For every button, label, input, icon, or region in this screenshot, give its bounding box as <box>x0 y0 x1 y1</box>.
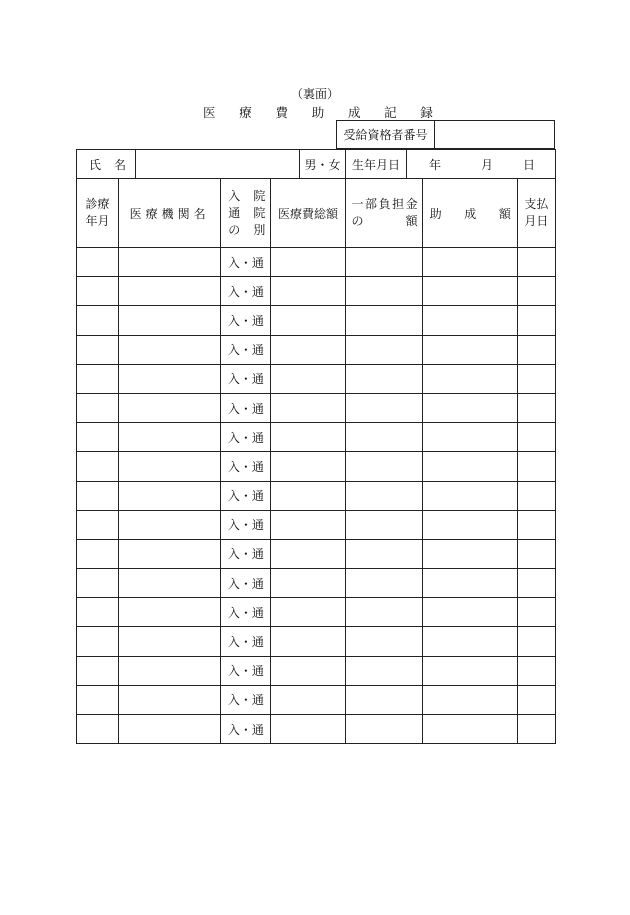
payment-date-cell[interactable] <box>517 715 555 744</box>
payment-date-cell[interactable] <box>517 248 555 277</box>
table-row <box>77 656 556 685</box>
treatment-date-cell[interactable] <box>77 248 119 277</box>
treatment-date-cell[interactable] <box>77 598 119 627</box>
inpatient-outpatient-cell[interactable]: 入・通 <box>221 452 271 481</box>
copayment-cell[interactable] <box>345 715 422 744</box>
header-payment-date: 支払 月日 <box>517 179 555 248</box>
treatment-date-cell[interactable] <box>77 656 119 685</box>
institution-cell[interactable] <box>119 364 221 393</box>
copayment-cell[interactable] <box>345 423 422 452</box>
institution-cell[interactable] <box>119 248 221 277</box>
total-cost-cell[interactable] <box>271 277 345 306</box>
payment-date-cell[interactable] <box>517 627 555 656</box>
total-cost-cell[interactable] <box>271 393 345 422</box>
table-row <box>77 685 556 714</box>
table-row <box>77 510 556 539</box>
table-row <box>77 364 556 393</box>
institution-cell[interactable] <box>119 423 221 452</box>
total-cost-cell[interactable] <box>271 715 345 744</box>
institution-cell[interactable] <box>119 335 221 364</box>
inpatient-outpatient-cell[interactable]: 入・通 <box>221 423 271 452</box>
institution-cell[interactable] <box>119 715 221 744</box>
treatment-date-cell[interactable] <box>77 335 119 364</box>
institution-cell[interactable] <box>119 277 221 306</box>
header-medical-institution: 医療機関名 <box>119 179 221 248</box>
table-row <box>77 277 556 306</box>
certificate-number-label: 受給資格者番号 <box>337 121 435 149</box>
grant-amount-cell[interactable] <box>422 306 517 335</box>
grant-amount-cell[interactable] <box>422 248 517 277</box>
copayment-cell[interactable] <box>345 452 422 481</box>
copayment-cell[interactable] <box>345 364 422 393</box>
table-row <box>77 423 556 452</box>
grant-amount-cell[interactable] <box>422 598 517 627</box>
payment-date-cell[interactable] <box>517 685 555 714</box>
birth-date-label: 生年月日 <box>346 150 407 179</box>
total-cost-cell[interactable] <box>271 685 345 714</box>
inpatient-outpatient-cell[interactable]: 入・通 <box>221 248 271 277</box>
treatment-date-cell[interactable] <box>77 569 119 598</box>
grant-amount-cell[interactable] <box>422 452 517 481</box>
birth-date-field[interactable] <box>407 150 556 179</box>
year-unit: 年 <box>429 157 442 172</box>
copayment-cell[interactable] <box>345 510 422 539</box>
payment-date-cell[interactable] <box>517 364 555 393</box>
total-cost-cell[interactable] <box>271 510 345 539</box>
header-inpatient-outpatient: 入 院 通 院 の 別 <box>221 179 271 248</box>
inpatient-outpatient-cell[interactable]: 入・通 <box>221 481 271 510</box>
page-title <box>203 103 433 121</box>
copayment-cell[interactable] <box>345 685 422 714</box>
total-cost-cell[interactable] <box>271 569 345 598</box>
personal-info-table <box>76 149 556 179</box>
treatment-date-cell[interactable] <box>77 364 119 393</box>
copayment-cell[interactable] <box>345 598 422 627</box>
inpatient-outpatient-cell[interactable]: 入・通 <box>221 656 271 685</box>
table-row <box>77 539 556 568</box>
month-unit: 月 <box>480 157 493 172</box>
institution-cell[interactable] <box>119 627 221 656</box>
title-char: 療 <box>239 105 252 120</box>
table-row <box>77 306 556 335</box>
copayment-cell[interactable] <box>345 539 422 568</box>
institution-cell[interactable] <box>119 598 221 627</box>
copayment-cell[interactable] <box>345 335 422 364</box>
inpatient-outpatient-cell[interactable]: 入・通 <box>221 627 271 656</box>
certificate-number-table <box>336 120 555 149</box>
title-char: 医 <box>203 105 216 120</box>
treatment-date-cell[interactable] <box>77 715 119 744</box>
total-cost-cell[interactable] <box>271 335 345 364</box>
table-row <box>77 393 556 422</box>
name-label: 氏 名 <box>77 150 136 179</box>
total-cost-cell[interactable] <box>271 248 345 277</box>
inpatient-outpatient-cell[interactable]: 入・通 <box>221 335 271 364</box>
table-row <box>77 335 556 364</box>
inpatient-outpatient-cell[interactable]: 入・通 <box>221 569 271 598</box>
treatment-date-cell[interactable] <box>77 539 119 568</box>
treatment-date-cell[interactable] <box>77 423 119 452</box>
payment-date-cell[interactable] <box>517 598 555 627</box>
institution-cell[interactable] <box>119 569 221 598</box>
table-row <box>77 248 556 277</box>
payment-date-cell[interactable] <box>517 277 555 306</box>
payment-date-cell[interactable] <box>517 481 555 510</box>
page-subtitle: （裏面） <box>290 87 339 101</box>
inpatient-outpatient-cell[interactable]: 入・通 <box>221 306 271 335</box>
grant-amount-cell[interactable] <box>422 277 517 306</box>
table-row <box>77 627 556 656</box>
total-cost-cell[interactable] <box>271 452 345 481</box>
grant-amount-cell[interactable] <box>422 335 517 364</box>
grant-amount-cell[interactable] <box>422 627 517 656</box>
inpatient-outpatient-cell[interactable]: 入・通 <box>221 277 271 306</box>
inpatient-outpatient-cell[interactable]: 入・通 <box>221 598 271 627</box>
title-char: 記 <box>384 105 397 120</box>
grant-amount-cell[interactable] <box>422 685 517 714</box>
payment-date-cell[interactable] <box>517 656 555 685</box>
treatment-date-cell[interactable] <box>77 306 119 335</box>
title-char: 録 <box>420 105 433 120</box>
copayment-cell[interactable] <box>345 656 422 685</box>
inpatient-outpatient-cell[interactable]: 入・通 <box>221 715 271 744</box>
title-char: 費 <box>275 105 288 120</box>
total-cost-cell[interactable] <box>271 481 345 510</box>
institution-cell[interactable] <box>119 481 221 510</box>
institution-cell[interactable] <box>119 539 221 568</box>
total-cost-cell[interactable] <box>271 423 345 452</box>
inpatient-outpatient-cell[interactable]: 入・通 <box>221 510 271 539</box>
treatment-date-cell[interactable] <box>77 452 119 481</box>
certificate-number-field[interactable] <box>435 121 555 149</box>
institution-cell[interactable] <box>119 306 221 335</box>
inpatient-outpatient-cell[interactable]: 入・通 <box>221 685 271 714</box>
treatment-date-cell[interactable] <box>77 277 119 306</box>
total-cost-cell[interactable] <box>271 598 345 627</box>
grant-amount-cell[interactable] <box>422 656 517 685</box>
medical-expense-records-table <box>76 178 556 744</box>
copayment-cell[interactable] <box>345 306 422 335</box>
table-row <box>77 715 556 744</box>
total-cost-cell[interactable] <box>271 627 345 656</box>
institution-cell[interactable] <box>119 656 221 685</box>
day-unit: 日 <box>522 157 535 172</box>
payment-date-cell[interactable] <box>517 423 555 452</box>
sex-selector[interactable]: 男・女 <box>300 150 346 179</box>
grant-amount-cell[interactable] <box>422 364 517 393</box>
treatment-date-cell[interactable] <box>77 685 119 714</box>
inpatient-outpatient-cell[interactable]: 入・通 <box>221 393 271 422</box>
institution-cell[interactable] <box>119 510 221 539</box>
total-cost-cell[interactable] <box>271 539 345 568</box>
grant-amount-cell[interactable] <box>422 539 517 568</box>
copayment-cell[interactable] <box>345 248 422 277</box>
grant-amount-cell[interactable] <box>422 569 517 598</box>
table-header-row <box>77 179 556 248</box>
table-row <box>77 569 556 598</box>
treatment-date-cell[interactable] <box>77 510 119 539</box>
table-row <box>77 481 556 510</box>
institution-cell[interactable] <box>119 685 221 714</box>
grant-amount-cell[interactable] <box>422 715 517 744</box>
header-grant-amount: 助 成 額 <box>422 179 517 248</box>
copayment-cell[interactable] <box>345 481 422 510</box>
institution-cell[interactable] <box>119 393 221 422</box>
payment-date-cell[interactable] <box>517 452 555 481</box>
records-body <box>77 248 556 744</box>
total-cost-cell[interactable] <box>271 364 345 393</box>
inpatient-outpatient-cell[interactable]: 入・通 <box>221 364 271 393</box>
name-field[interactable] <box>136 150 300 179</box>
copayment-cell[interactable] <box>345 277 422 306</box>
grant-amount-cell[interactable] <box>422 423 517 452</box>
copayment-cell[interactable] <box>345 569 422 598</box>
grant-amount-cell[interactable] <box>422 481 517 510</box>
header-copayment-amount: 一 部 負 担 金 の 額 <box>345 179 422 248</box>
header-total-medical-cost: 医療費総額 <box>271 179 345 248</box>
inpatient-outpatient-cell[interactable]: 入・通 <box>221 539 271 568</box>
institution-cell[interactable] <box>119 452 221 481</box>
grant-amount-cell[interactable] <box>422 393 517 422</box>
grant-amount-cell[interactable] <box>422 510 517 539</box>
header-treatment-date: 診療 年月 <box>77 179 119 248</box>
treatment-date-cell[interactable] <box>77 481 119 510</box>
title-char: 成 <box>347 105 361 120</box>
total-cost-cell[interactable] <box>271 306 345 335</box>
payment-date-cell[interactable] <box>517 306 555 335</box>
table-row <box>77 452 556 481</box>
total-cost-cell[interactable] <box>271 656 345 685</box>
copayment-cell[interactable] <box>345 627 422 656</box>
treatment-date-cell[interactable] <box>77 627 119 656</box>
payment-date-cell[interactable] <box>517 539 555 568</box>
payment-date-cell[interactable] <box>517 393 555 422</box>
copayment-cell[interactable] <box>345 393 422 422</box>
title-char: 助 <box>311 105 325 120</box>
payment-date-cell[interactable] <box>517 510 555 539</box>
payment-date-cell[interactable] <box>517 335 555 364</box>
table-row <box>77 598 556 627</box>
treatment-date-cell[interactable] <box>77 393 119 422</box>
payment-date-cell[interactable] <box>517 569 555 598</box>
